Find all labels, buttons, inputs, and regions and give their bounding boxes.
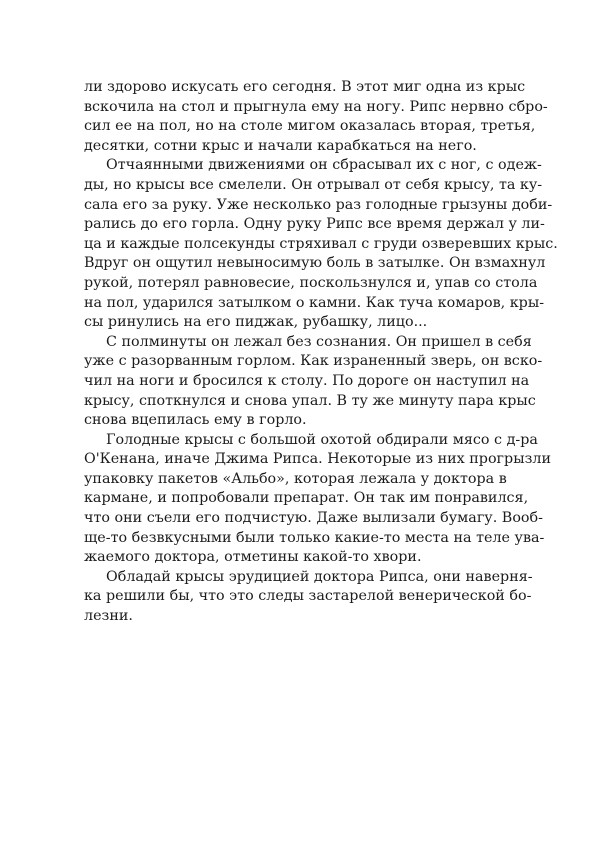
paragraph-5 (84, 568, 533, 627)
paragraph-2 (84, 156, 558, 332)
text-line: лезни. (84, 608, 133, 625)
text-line: ца и каждые полсекунды стряхивал с груди озверевших крыс. (84, 235, 558, 252)
body-text (84, 78, 558, 627)
text-line: сы ринулись на его пиджак, рубашку, лицо... (84, 314, 428, 331)
text-line: Отчаянными движениями он сбрасывал их с ног, с одеж- (106, 157, 542, 174)
text-line: кармане, и попробовали препарат. Он так им понравился, (84, 490, 529, 507)
text-line: крысу, споткнулся и снова упал. В ту же минуту пара крыс (84, 392, 536, 409)
text-line: десятки, сотни крыс и начали карабкаться на него. (84, 137, 477, 154)
text-line: жаемого доктора, отметины какой-то хвори. (84, 549, 422, 566)
text-line: ли здорово искусать его сегодня. В этот миг одна из крыс (84, 79, 526, 95)
text-line: сил ее на пол, но на столе мигом оказалась вторая, третья, (84, 118, 536, 135)
text-line: вскочила на стол и прыгнула ему на ногу. Рипс нервно сбро- (84, 98, 548, 115)
text-line: О'Кенана, иначе Джима Рипса. Некоторые из них прогрызли (84, 451, 551, 468)
paragraph-4 (84, 431, 551, 568)
text-line: что они съели его подчистую. Даже вылизали бумагу. Вооб- (84, 510, 543, 527)
text-line: Голодные крысы с большой охотой обдирали мясо с д-ра (106, 431, 538, 448)
text-line: ды, но крысы все смелели. Он отрывал от себя крысу, та ку- (84, 176, 543, 193)
text-line: рались до его горла. Одну руку Рипс все время держал у ли- (84, 216, 545, 233)
paragraph-3 (84, 333, 543, 431)
text-line: сала его за руку. Уже несколько раз голодные грызуны доби- (84, 196, 553, 213)
text-line: Обладай крысы эрудицией доктора Рипса, они наверня- (106, 568, 533, 585)
text-line: снова вцепилась ему в горло. (84, 412, 307, 429)
text-line: на пол, ударился затылком о камни. Как туча комаров, кры- (84, 294, 545, 311)
text-line: рукой, потерял равновесие, поскользнулся и, упав со стола (84, 274, 538, 291)
text-line: ка решили бы, что это следы застарелой венерической бо- (84, 588, 532, 605)
text-line: чил на ноги и бросился к столу. По дороге он наступил на (84, 372, 530, 389)
text-line: упаковку пакетов «Альбо», которая лежала у доктора в (84, 470, 507, 487)
text-line: ще-то безвкусными были только какие-то места на теле ува- (84, 529, 545, 546)
text-line: Вдруг он ощутил невыносимую боль в затылке. Он взмахнул (84, 255, 546, 272)
paragraph-1 (84, 78, 548, 156)
text-line: уже с разорванным горлом. Как израненный зверь, он вско- (84, 353, 543, 370)
text-line: С полминуты он лежал без сознания. Он пришел в себя (106, 333, 532, 350)
